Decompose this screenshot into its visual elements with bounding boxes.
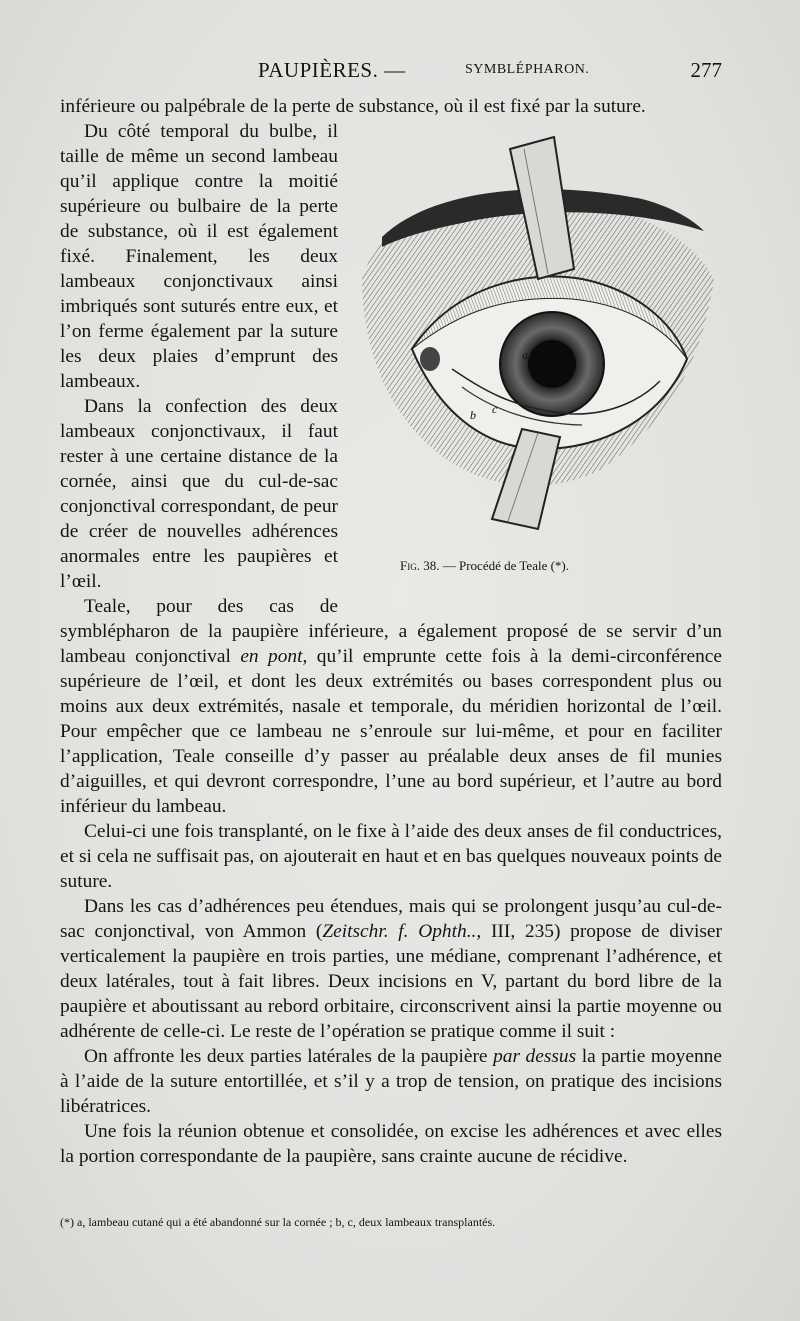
pupil (528, 340, 576, 388)
figure-38 (342, 119, 722, 597)
label-c: c (492, 402, 498, 416)
figure-caption-text: — Procédé de Teale (*). (439, 558, 570, 573)
page-number: 277 (690, 58, 722, 82)
caruncle (420, 347, 440, 371)
label-a: a (522, 348, 528, 362)
footnote: (*) a, lambeau cutané qui a été abandonné sur la cornée ; b, c, deux lambeaux transplantés. (60, 1215, 496, 1229)
ammon-text-b: , III, 235) propose de diviser verticalement la paupière en trois parties, une médiane, comprenant l’adhérence, et deux latérales, tout à fait libres. Deux incisions en V, partant du bord libre de la paupière et aboutissant au rebord orbitaire, circonscrivent ainsi la partie moyenne ou adhérente de celle-ci. Le reste de l’opération se pratique comme il suit : (60, 921, 722, 1042)
header-subtitle: SYMBLÉPHARON. (465, 62, 590, 77)
paragraph-reunion: Une fois la réunion obtenue et consolidée, on excise les adhérences et avec elles la portion correspondante de la paupière, sans crainte aucune de récidive. (60, 1121, 722, 1167)
body-text (60, 94, 722, 1169)
ammon-citation: Zeitschr. f. Ophth.. (322, 921, 477, 942)
teale-text-b: , qu’il emprunte cette fois à la demi-circonférence supérieure de l’œil, et dont les deux extrémités ou bases correspondent plus ou moins aux deux extrémités, nasale et temporale, du méridien horizontal de l’œil. Pour empêcher que ce lambeau ne s’enroule sur lui-même, et pour en faciliter l’application, Teale conseille d’y passer au préalable deux anses de fil munies d’aiguilles, et qui devront correspondre, l’une au bord supérieur, et l’autre au bord inférieur du lambeau. (60, 646, 722, 817)
teale-emphasis: en pont (240, 646, 303, 667)
figure-caption-label: Fig. 38. (400, 558, 440, 573)
paragraph-confection: Dans la confection des deux lambeaux conjonctivaux, il faut rester à une certaine distance de la cornée, ainsi que du cul-de-sac conjonctival correspondant, de peur de créer de nouvelles adhérences anormales entre les paupières et l’œil. (60, 396, 338, 592)
ammon-text-a: Dans les cas d’adhérences peu étendues, mais qui se prolongent jusqu’au cul-de-sac conjonctival, von Ammon ( (60, 896, 722, 942)
affronte-text-a: On affronte les deux parties latérales de la paupière (84, 1046, 494, 1067)
eye-surgery-illustration (342, 119, 722, 549)
figure-caption (400, 553, 569, 578)
paragraph-von-ammon (60, 894, 722, 1044)
teale-text-a: Teale, pour des cas de symblépharon de la paupière inférieure, a également proposé de se servir d’un lambeau conjonctival (60, 596, 722, 667)
paragraph-temporal-flap: Du côté temporal du bulbe, il taille de même un second lambeau qu’il applique contre la moitié supérieure ou bulbaire de la perte de substance, où il est également fixé. Finalement, les deux lambeaux conjonctivaux ainsi imbriqués sont suturés entre eux, et l’on ferme également par la suture les deux plaies d’emprunt des lambeaux. (60, 121, 338, 392)
header-title: PAUPIÈRES. — (258, 58, 406, 82)
paragraph-affronte (60, 1044, 722, 1119)
running-header (60, 58, 722, 88)
paragraph-teale (60, 594, 722, 819)
paragraph-continued: inférieure ou palpébrale de la perte de substance, où il est fixé par la suture. (60, 96, 646, 117)
affronte-text-b: la partie moyenne à l’aide de la suture entortillée, et s’il y a trop de tension, on pratique des incisions libératrices. (60, 1046, 722, 1117)
paragraph-transplant: Celui-ci une fois transplanté, on le fixe à l’aide des deux anses de fil conductrices, et si cela ne suffisait pas, on ajouterait en haut et en bas quelques nouveaux points de suture. (60, 821, 722, 892)
label-b: b (470, 408, 476, 422)
affronte-emphasis: par dessus (493, 1046, 577, 1067)
